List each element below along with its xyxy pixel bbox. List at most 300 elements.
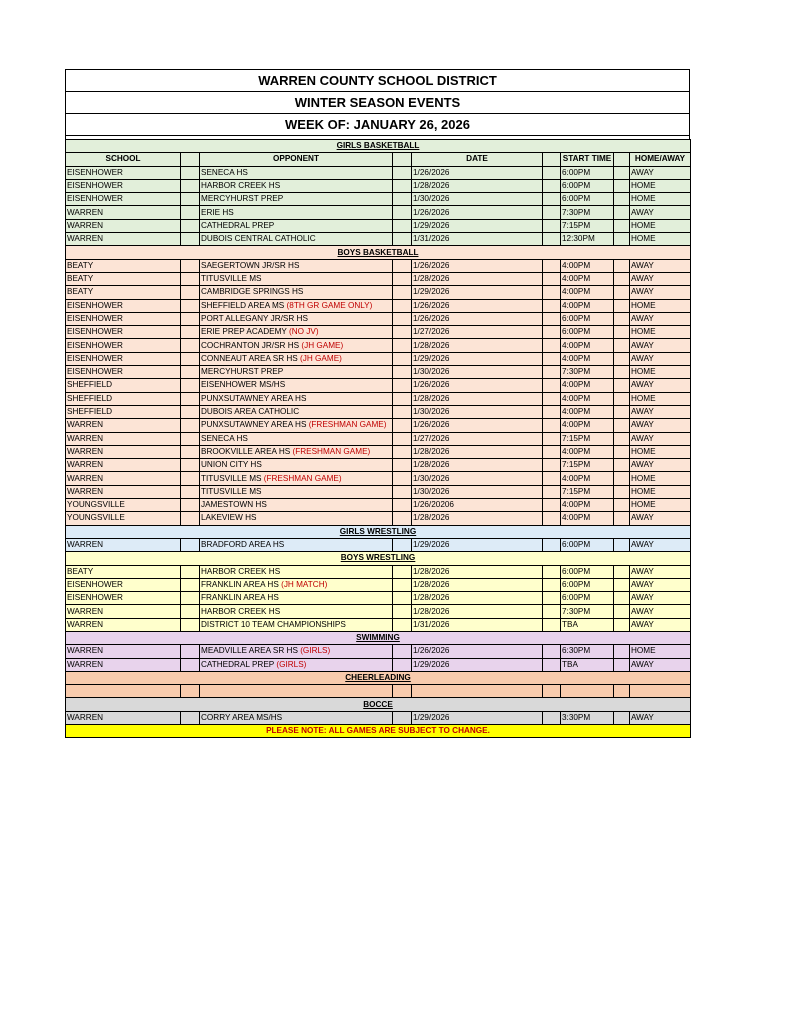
start-time-cell: 4:00PM — [561, 379, 614, 392]
spacer-cell — [543, 658, 561, 671]
spacer-cell — [181, 206, 200, 219]
opponent-cell — [200, 233, 393, 246]
game-note: (FRESHMAN GAME) — [263, 473, 342, 483]
opponent-cell — [200, 432, 393, 445]
spacer-cell — [393, 219, 412, 232]
opponent-cell — [200, 366, 393, 379]
spacer-cell — [393, 326, 412, 339]
spacer-cell — [393, 645, 412, 658]
start-time-cell: 6:00PM — [561, 578, 614, 591]
table-row — [66, 272, 691, 285]
spacer-cell — [181, 219, 200, 232]
table-row — [66, 179, 691, 192]
spacer-cell — [614, 485, 630, 498]
spacer-cell — [614, 605, 630, 618]
date-cell: 1/29/2026 — [412, 352, 543, 365]
section-header — [66, 525, 691, 538]
opponent-name: FRANKLIN AREA HS — [201, 579, 282, 589]
opponent-name: COCHRANTON JR/SR HS — [201, 340, 302, 350]
spacer-cell — [543, 206, 561, 219]
spacer-cell — [181, 658, 200, 671]
spacer-cell — [614, 379, 630, 392]
home-away-cell: AWAY — [630, 379, 691, 392]
spacer-cell — [614, 312, 630, 325]
opponent-cell — [200, 512, 393, 525]
spacer-cell — [614, 352, 630, 365]
spacer-cell — [614, 233, 630, 246]
start-time-cell: 6:30PM — [561, 645, 614, 658]
date-cell: 1/30/2026 — [412, 193, 543, 206]
spacer-cell — [614, 472, 630, 485]
week-title: WEEK OF: JANUARY 26, 2026 — [65, 113, 690, 136]
home-away-cell: AWAY — [630, 286, 691, 299]
opponent-name: PORT ALLEGANY JR/SR HS — [201, 314, 308, 323]
section-title: GIRLS WRESTLING — [66, 525, 691, 538]
opponent-cell — [200, 605, 393, 618]
section-title: BOCCE — [66, 698, 691, 711]
home-away-cell: HOME — [630, 366, 691, 379]
season-title: WINTER SEASON EVENTS — [65, 91, 690, 113]
spacer-cell — [393, 299, 412, 312]
table-row — [66, 299, 691, 312]
date-cell: 1/26/2026 — [412, 419, 543, 432]
spacer-cell — [181, 366, 200, 379]
home-away-cell: HOME — [630, 233, 691, 246]
opponent-name: EISENHOWER MS/HS — [201, 380, 286, 390]
spacer-cell — [614, 459, 630, 472]
spacer-cell — [181, 286, 200, 299]
school-cell: EISENHOWER — [66, 166, 181, 179]
home-away-cell: HOME — [630, 219, 691, 232]
home-away-cell: AWAY — [630, 538, 691, 551]
start-time-cell: 4:00PM — [561, 339, 614, 352]
date-cell: 1/26/2026 — [412, 312, 543, 325]
opponent-cell — [200, 405, 393, 418]
spacer-cell — [393, 352, 412, 365]
spacer-cell — [543, 272, 561, 285]
spacer-cell — [181, 578, 200, 591]
section-title: BOYS WRESTLING — [66, 552, 691, 565]
table-row — [66, 445, 691, 458]
game-note: (GIRLS) — [300, 646, 331, 656]
opponent-name: JAMESTOWN HS — [201, 500, 267, 510]
opponent-cell — [200, 352, 393, 365]
date-cell: 1/28/2026 — [412, 565, 543, 578]
spacer-cell — [181, 538, 200, 551]
section-header — [66, 671, 691, 684]
home-away-cell: AWAY — [630, 432, 691, 445]
table-row — [66, 339, 691, 352]
start-time-cell: 7:15PM — [561, 219, 614, 232]
start-time-cell: 6:00PM — [561, 538, 614, 551]
table-row — [66, 219, 691, 232]
table-row — [66, 419, 691, 432]
spacer-cell — [393, 153, 412, 166]
school-cell: BEATY — [66, 259, 181, 272]
opponent-name: DISTRICT 10 TEAM CHAMPIONSHIPS — [201, 619, 346, 629]
opponent-name: SHEFFIELD AREA MS — [201, 300, 287, 310]
spacer-cell — [614, 259, 630, 272]
opponent-cell — [200, 219, 393, 232]
header-start-time: START TIME — [561, 153, 614, 166]
district-title: WARREN COUNTY SCHOOL DISTRICT — [65, 69, 690, 91]
section-header — [66, 140, 691, 153]
spacer-cell — [181, 166, 200, 179]
spacer-cell — [614, 206, 630, 219]
start-time-cell: 7:30PM — [561, 605, 614, 618]
opponent-name: HARBOR CREEK HS — [201, 181, 281, 191]
spacer-cell — [181, 472, 200, 485]
spacer-cell — [393, 565, 412, 578]
school-cell: BEATY — [66, 286, 181, 299]
spacer-cell — [614, 339, 630, 352]
opponent-cell — [200, 445, 393, 458]
table-row — [66, 233, 691, 246]
spacer-cell — [614, 166, 630, 179]
date-cell: 1/27/2026 — [412, 326, 543, 339]
school-cell: WARREN — [66, 618, 181, 631]
game-note: (JH GAME) — [300, 353, 342, 363]
spacer-cell — [543, 366, 561, 379]
spacer-cell — [543, 193, 561, 206]
spacer-cell — [181, 352, 200, 365]
home-away-cell: AWAY — [630, 578, 691, 591]
spacer-cell — [614, 618, 630, 631]
opponent-name: MERCYHURST PREP — [201, 194, 284, 204]
table-row — [66, 379, 691, 392]
home-away-cell: HOME — [630, 645, 691, 658]
table-row — [66, 366, 691, 379]
spacer-cell — [181, 233, 200, 246]
spacer-cell — [543, 565, 561, 578]
start-time-cell: 6:00PM — [561, 565, 614, 578]
school-cell: WARREN — [66, 658, 181, 671]
game-note: (NO JV) — [288, 327, 319, 337]
spacer-cell — [181, 485, 200, 498]
game-note: (FRESHMAN GAME) — [292, 446, 371, 456]
spacer-cell — [543, 312, 561, 325]
spacer-cell — [181, 312, 200, 325]
home-away-cell: HOME — [630, 193, 691, 206]
spacer-cell — [181, 193, 200, 206]
header-home-away: HOME/AWAY — [630, 153, 691, 166]
spacer-cell — [393, 578, 412, 591]
spacer-cell — [393, 499, 412, 512]
date-cell: 1/29/2026 — [412, 286, 543, 299]
opponent-cell — [200, 193, 393, 206]
section-header — [66, 552, 691, 565]
opponent-name: CAMBRIDGE SPRINGS HS — [201, 287, 304, 297]
date-cell: 1/28/2026 — [412, 392, 543, 405]
start-time-cell: 4:00PM — [561, 445, 614, 458]
date-cell: 1/26/2026 — [412, 379, 543, 392]
date-cell: 1/29/2026 — [412, 711, 543, 724]
header-school: SCHOOL — [66, 153, 181, 166]
spacer-cell — [181, 618, 200, 631]
opponent-cell — [200, 379, 393, 392]
opponent-name: SENECA HS — [201, 433, 248, 443]
start-time-cell: 4:00PM — [561, 419, 614, 432]
spacer-cell — [614, 565, 630, 578]
spacer-cell — [181, 379, 200, 392]
date-cell: 1/29/2026 — [412, 219, 543, 232]
home-away-cell: AWAY — [630, 592, 691, 605]
opponent-cell — [200, 711, 393, 724]
footer-note-row — [66, 725, 691, 738]
school-cell: WARREN — [66, 605, 181, 618]
table-row — [66, 538, 691, 551]
date-cell: 1/30/2026 — [412, 472, 543, 485]
spacer-cell — [543, 459, 561, 472]
start-time-cell: 6:00PM — [561, 193, 614, 206]
opponent-name: LAKEVIEW HS — [201, 513, 257, 523]
spacer-cell — [181, 499, 200, 512]
school-cell: EISENHOWER — [66, 578, 181, 591]
column-header-row — [66, 153, 691, 166]
opponent-cell — [200, 312, 393, 325]
opponent-cell — [200, 259, 393, 272]
date-cell: 1/26/20206 — [412, 499, 543, 512]
school-cell: EISENHOWER — [66, 366, 181, 379]
date-cell: 1/28/2026 — [412, 605, 543, 618]
date-cell: 1/28/2026 — [412, 459, 543, 472]
spacer-cell — [543, 499, 561, 512]
opponent-name: PUNXSUTAWNEY AREA HS — [201, 393, 307, 403]
spacer-cell — [181, 259, 200, 272]
start-time-cell: 4:00PM — [561, 405, 614, 418]
school-cell: EISENHOWER — [66, 312, 181, 325]
school-cell: WARREN — [66, 219, 181, 232]
date-cell: 1/26/2026 — [412, 259, 543, 272]
start-time-cell: 4:00PM — [561, 392, 614, 405]
spacer-cell — [393, 711, 412, 724]
date-cell: 1/28/2026 — [412, 339, 543, 352]
opponent-name: MERCYHURST PREP — [201, 367, 284, 377]
spacer-cell — [393, 485, 412, 498]
spacer-cell — [543, 419, 561, 432]
home-away-cell: AWAY — [630, 352, 691, 365]
date-cell: 1/28/2026 — [412, 592, 543, 605]
opponent-name: CORRY AREA MS/HS — [201, 712, 283, 722]
start-time-cell — [561, 685, 614, 698]
section-header — [66, 631, 691, 644]
table-row — [66, 605, 691, 618]
spacer-cell — [393, 472, 412, 485]
opponent-cell — [200, 499, 393, 512]
home-away-cell: AWAY — [630, 605, 691, 618]
spacer-cell — [181, 645, 200, 658]
start-time-cell: 4:00PM — [561, 499, 614, 512]
spacer-cell — [614, 272, 630, 285]
table-row — [66, 592, 691, 605]
game-note: (GIRLS) — [276, 659, 307, 669]
opponent-cell — [200, 592, 393, 605]
date-cell: 1/26/2026 — [412, 299, 543, 312]
home-away-cell: AWAY — [630, 339, 691, 352]
home-away-cell: AWAY — [630, 166, 691, 179]
spacer-cell — [181, 326, 200, 339]
school-cell: WARREN — [66, 645, 181, 658]
home-away-cell: AWAY — [630, 618, 691, 631]
start-time-cell: 4:00PM — [561, 512, 614, 525]
start-time-cell: 3:30PM — [561, 711, 614, 724]
start-time-cell: TBA — [561, 658, 614, 671]
spacer-cell — [543, 618, 561, 631]
spacer-cell — [543, 645, 561, 658]
opponent-name: MEADVILLE AREA SR HS — [201, 646, 301, 656]
spacer-cell — [543, 592, 561, 605]
home-away-cell: AWAY — [630, 419, 691, 432]
spacer-cell — [181, 432, 200, 445]
spacer-cell — [393, 193, 412, 206]
spacer-cell — [181, 419, 200, 432]
spacer-cell — [543, 711, 561, 724]
spacer-cell — [393, 618, 412, 631]
school-cell: YOUNGSVILLE — [66, 512, 181, 525]
opponent-cell — [200, 299, 393, 312]
school-cell: EISENHOWER — [66, 326, 181, 339]
spacer-cell — [393, 419, 412, 432]
spacer-cell — [543, 379, 561, 392]
spacer-cell — [614, 326, 630, 339]
opponent-name: UNION CITY HS — [201, 460, 262, 470]
section-title: GIRLS BASKETBALL — [66, 140, 691, 153]
home-away-cell: AWAY — [630, 459, 691, 472]
spacer-cell — [614, 193, 630, 206]
date-cell: 1/30/2026 — [412, 485, 543, 498]
spacer-cell — [393, 512, 412, 525]
spacer-cell — [614, 419, 630, 432]
table-row — [66, 658, 691, 671]
date-cell: 1/28/2026 — [412, 272, 543, 285]
spacer-cell — [614, 219, 630, 232]
table-row — [66, 645, 691, 658]
table-row — [66, 312, 691, 325]
home-away-cell: HOME — [630, 445, 691, 458]
school-cell: EISENHOWER — [66, 179, 181, 192]
date-cell — [412, 685, 543, 698]
date-cell: 1/28/2026 — [412, 578, 543, 591]
game-note: (JH GAME) — [301, 340, 344, 350]
table-row — [66, 326, 691, 339]
spacer-cell — [543, 538, 561, 551]
opponent-cell — [200, 419, 393, 432]
spacer-cell — [181, 153, 200, 166]
spacer-cell — [393, 206, 412, 219]
spacer-cell — [614, 153, 630, 166]
game-note: (8TH GR GAME ONLY) — [286, 300, 373, 310]
start-time-cell: 4:00PM — [561, 286, 614, 299]
start-time-cell: 7:30PM — [561, 206, 614, 219]
spacer-cell — [543, 299, 561, 312]
start-time-cell: 7:15PM — [561, 485, 614, 498]
start-time-cell: 12:30PM — [561, 233, 614, 246]
opponent-name: FRANKLIN AREA HS — [201, 593, 279, 603]
table-row — [66, 618, 691, 631]
spacer-cell — [393, 379, 412, 392]
section-title: SWIMMING — [66, 631, 691, 644]
date-cell: 1/26/2026 — [412, 206, 543, 219]
date-cell: 1/28/2026 — [412, 445, 543, 458]
table-row — [66, 405, 691, 418]
opponent-cell — [200, 459, 393, 472]
spacer-cell — [543, 166, 561, 179]
spacer-cell — [393, 605, 412, 618]
table-row — [66, 432, 691, 445]
school-cell: WARREN — [66, 711, 181, 724]
spacer-cell — [614, 299, 630, 312]
spacer-cell — [614, 366, 630, 379]
spacer-cell — [614, 445, 630, 458]
spacer-cell — [393, 259, 412, 272]
spacer-cell — [393, 366, 412, 379]
spacer-cell — [181, 405, 200, 418]
school-cell: WARREN — [66, 432, 181, 445]
home-away-cell: AWAY — [630, 658, 691, 671]
date-cell: 1/27/2026 — [412, 432, 543, 445]
spacer-cell — [181, 299, 200, 312]
spacer-cell — [393, 166, 412, 179]
home-away-cell: HOME — [630, 499, 691, 512]
opponent-cell — [200, 658, 393, 671]
home-away-cell: HOME — [630, 326, 691, 339]
spacer-cell — [614, 685, 630, 698]
opponent-name: SAEGERTOWN JR/SR HS — [201, 260, 300, 270]
school-cell: WARREN — [66, 485, 181, 498]
opponent-cell — [200, 685, 393, 698]
spacer-cell — [543, 179, 561, 192]
spacer-cell — [543, 153, 561, 166]
opponent-cell — [200, 166, 393, 179]
opponent-cell — [200, 179, 393, 192]
schedule-table — [65, 139, 691, 738]
section-title: BOYS BASKETBALL — [66, 246, 691, 259]
start-time-cell: 7:15PM — [561, 432, 614, 445]
opponent-name: ERIE HS — [201, 207, 234, 217]
table-row — [66, 286, 691, 299]
spacer-cell — [181, 272, 200, 285]
table-row — [66, 485, 691, 498]
date-cell: 1/28/2026 — [412, 179, 543, 192]
spacer-cell — [614, 392, 630, 405]
school-cell: WARREN — [66, 472, 181, 485]
table-row — [66, 206, 691, 219]
spacer-cell — [614, 538, 630, 551]
opponent-name: BRADFORD AREA HS — [201, 540, 285, 550]
spacer-cell — [543, 578, 561, 591]
spacer-cell — [614, 432, 630, 445]
spacer-cell — [543, 432, 561, 445]
table-row — [66, 565, 691, 578]
school-cell: WARREN — [66, 538, 181, 551]
home-away-cell: HOME — [630, 392, 691, 405]
spacer-cell — [543, 512, 561, 525]
date-cell: 1/29/2026 — [412, 538, 543, 551]
spacer-cell — [543, 445, 561, 458]
table-row — [66, 259, 691, 272]
spacer-cell — [181, 179, 200, 192]
spacer-cell — [181, 392, 200, 405]
school-cell: SHEFFIELD — [66, 379, 181, 392]
school-cell: YOUNGSVILLE — [66, 499, 181, 512]
opponent-name: HARBOR CREEK HS — [201, 606, 281, 616]
school-cell: WARREN — [66, 419, 181, 432]
start-time-cell: 6:00PM — [561, 592, 614, 605]
opponent-name: TITUSVILLE MS — [201, 486, 262, 496]
opponent-name: BROOKVILLE AREA HS — [201, 446, 293, 456]
start-time-cell: 4:00PM — [561, 259, 614, 272]
spacer-cell — [393, 286, 412, 299]
